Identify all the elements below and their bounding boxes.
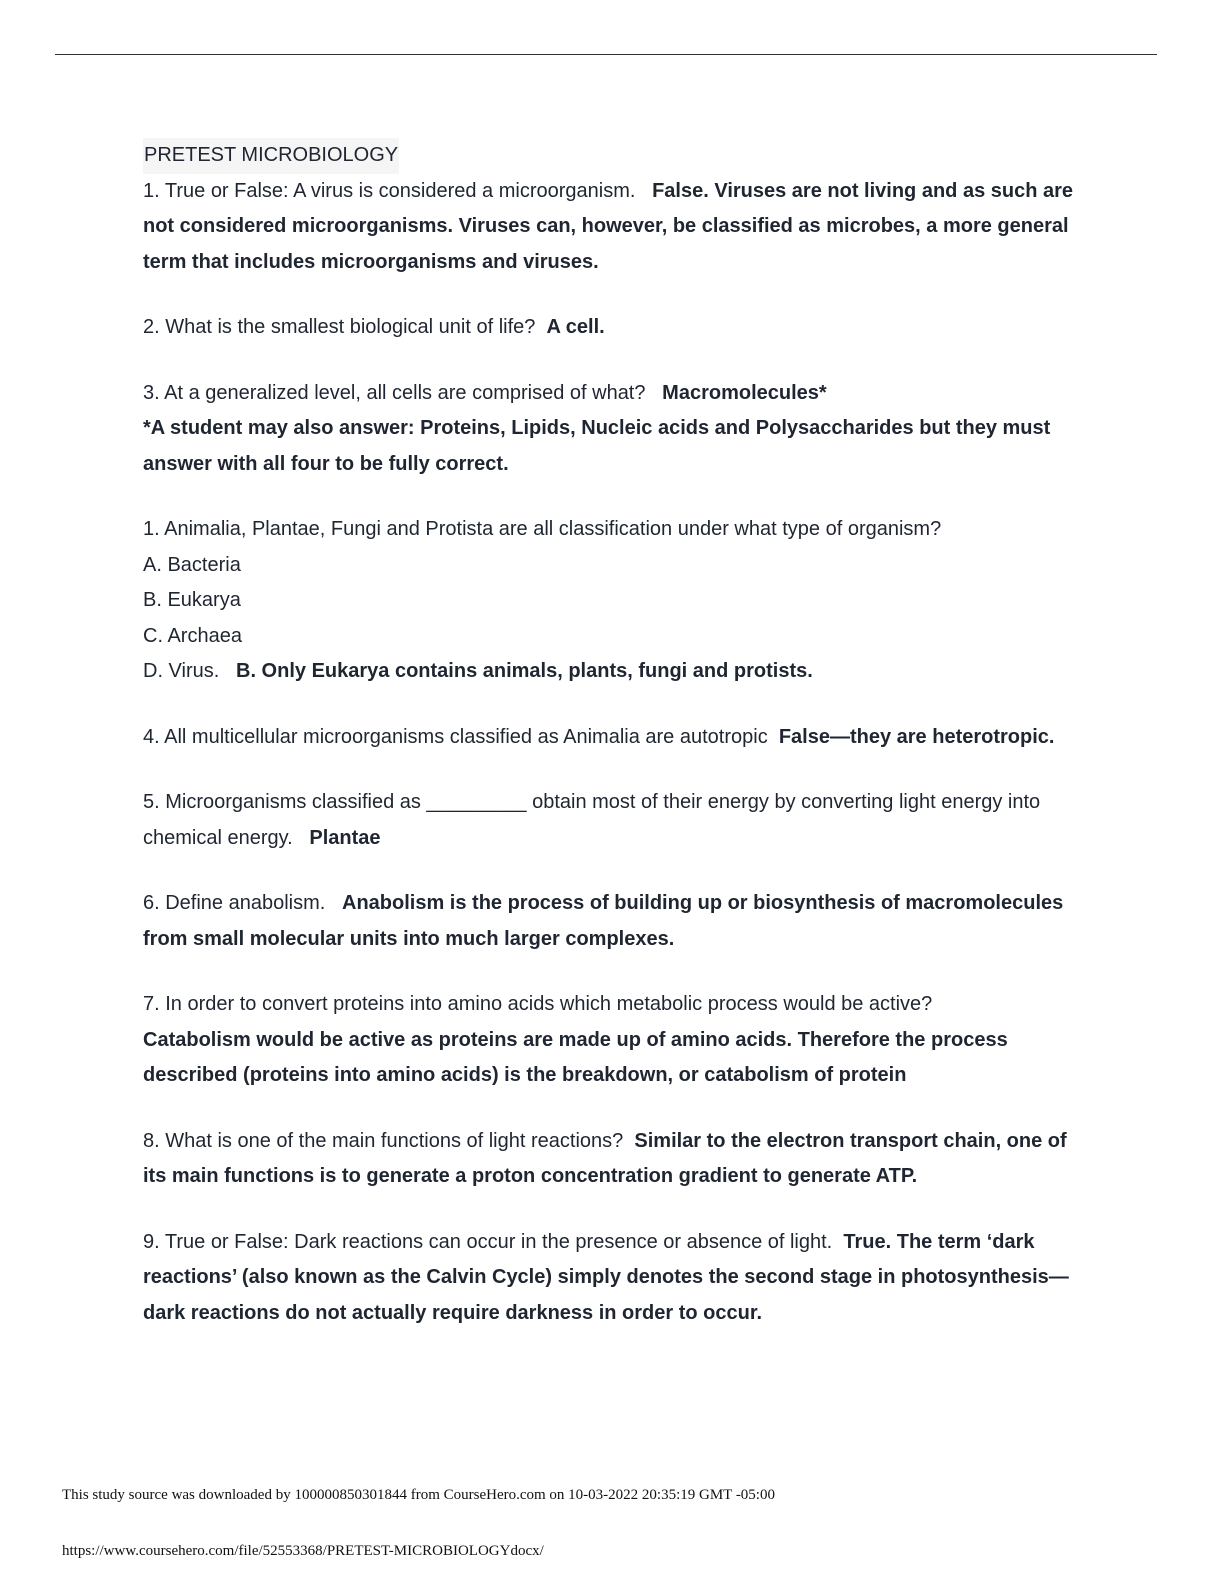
- question-block-5: [143, 785, 1083, 856]
- document-body: [143, 138, 1083, 1361]
- question-block-3: [143, 376, 1083, 483]
- question-text: 5. Microorganisms classified as _________ obtain most of their energy by converting light energy into chemical energy.: [143, 791, 1041, 849]
- question-block-4: [143, 720, 1083, 756]
- answer-text: A cell.: [546, 316, 605, 338]
- option-b: B. Eukarya: [143, 589, 241, 611]
- answer-text: Macromolecules*: [662, 381, 827, 404]
- answer-text: B. Only Eukarya contains animals, plants, fungi and protists.: [236, 660, 813, 682]
- answer-text: Anabolism is the process of building up or biosynthesis of macromolecules from small molecular units into much larger complexes.: [143, 892, 1064, 950]
- document-title: PRETEST MICROBIOLOGY: [143, 138, 399, 174]
- question-block-8: [143, 1124, 1083, 1195]
- option-d: D. Virus.: [143, 660, 220, 682]
- option-a: A. Bacteria: [143, 553, 241, 576]
- option-c: C. Archaea: [143, 624, 242, 647]
- title-line: [143, 138, 1083, 174]
- answer-note: *A student may also answer: Proteins, Lipids, Nucleic acids and Polysaccharides but they must answer with all four to be fully correct.: [143, 417, 1051, 475]
- answer-text: False—they are heterotropic.: [778, 725, 1055, 748]
- question-block-7: [143, 987, 1083, 1094]
- question-text: 9. True or False: Dark reactions can occur in the presence or absence of light.: [143, 1230, 833, 1253]
- question-block-classification: [143, 512, 1083, 690]
- answer-text: Plantae: [309, 826, 381, 849]
- question-text: 2. What is the smallest biological unit of life?: [143, 316, 536, 338]
- answer-text: False. Viruses are not living and as such are not considered microorganisms. Viruses can, however, be classified as microbes, a more general term that includes microorganisms and viruses.: [143, 179, 1074, 273]
- question-text: 1. Animalia, Plantae, Fungi and Protista are all classification under what type of organism?: [143, 518, 942, 540]
- question-block-6: [143, 886, 1083, 957]
- question-text: 3. At a generalized level, all cells are comprised of what?: [143, 381, 646, 404]
- answer-text: Catabolism would be active as proteins are made up of amino acids. Therefore the process described (proteins into amino acids) is the breakdown, or catabolism of protein: [143, 1028, 1008, 1086]
- source-url[interactable]: https://www.coursehero.com/file/52553368/PRETEST-MICROBIOLOGYdocx/: [62, 1543, 544, 1559]
- question-text: 7. In order to convert proteins into amino acids which metabolic process would be active?: [143, 993, 933, 1015]
- question-block-2: [143, 310, 1083, 346]
- answer-text: True. The term ‘dark reactions’ (also known as the Calvin Cycle) simply denotes the second stage in photosynthesis—dark reactions do not actually require darkness in order to occur.: [143, 1230, 1069, 1324]
- top-rule: [55, 54, 1157, 55]
- answer-text: Similar to the electron transport chain, one of its main functions is to generate a proton concentration gradient to generate ATP.: [143, 1129, 1067, 1187]
- question-text: 8. What is one of the main functions of light reactions?: [143, 1129, 624, 1152]
- question-text: 1. True or False: A virus is considered a microorganism.: [143, 179, 636, 202]
- question-text: 6. Define anabolism.: [143, 892, 326, 914]
- question-block-9: [143, 1225, 1083, 1332]
- question-block-1: [143, 174, 1083, 281]
- question-text: 4. All multicellular microorganisms classified as Animalia are autotropic: [143, 725, 768, 748]
- source-footer: This study source was downloaded by 100000850301844 from CourseHero.com on 10-03-2022 20:35:19 GMT -05:00: [62, 1487, 775, 1503]
